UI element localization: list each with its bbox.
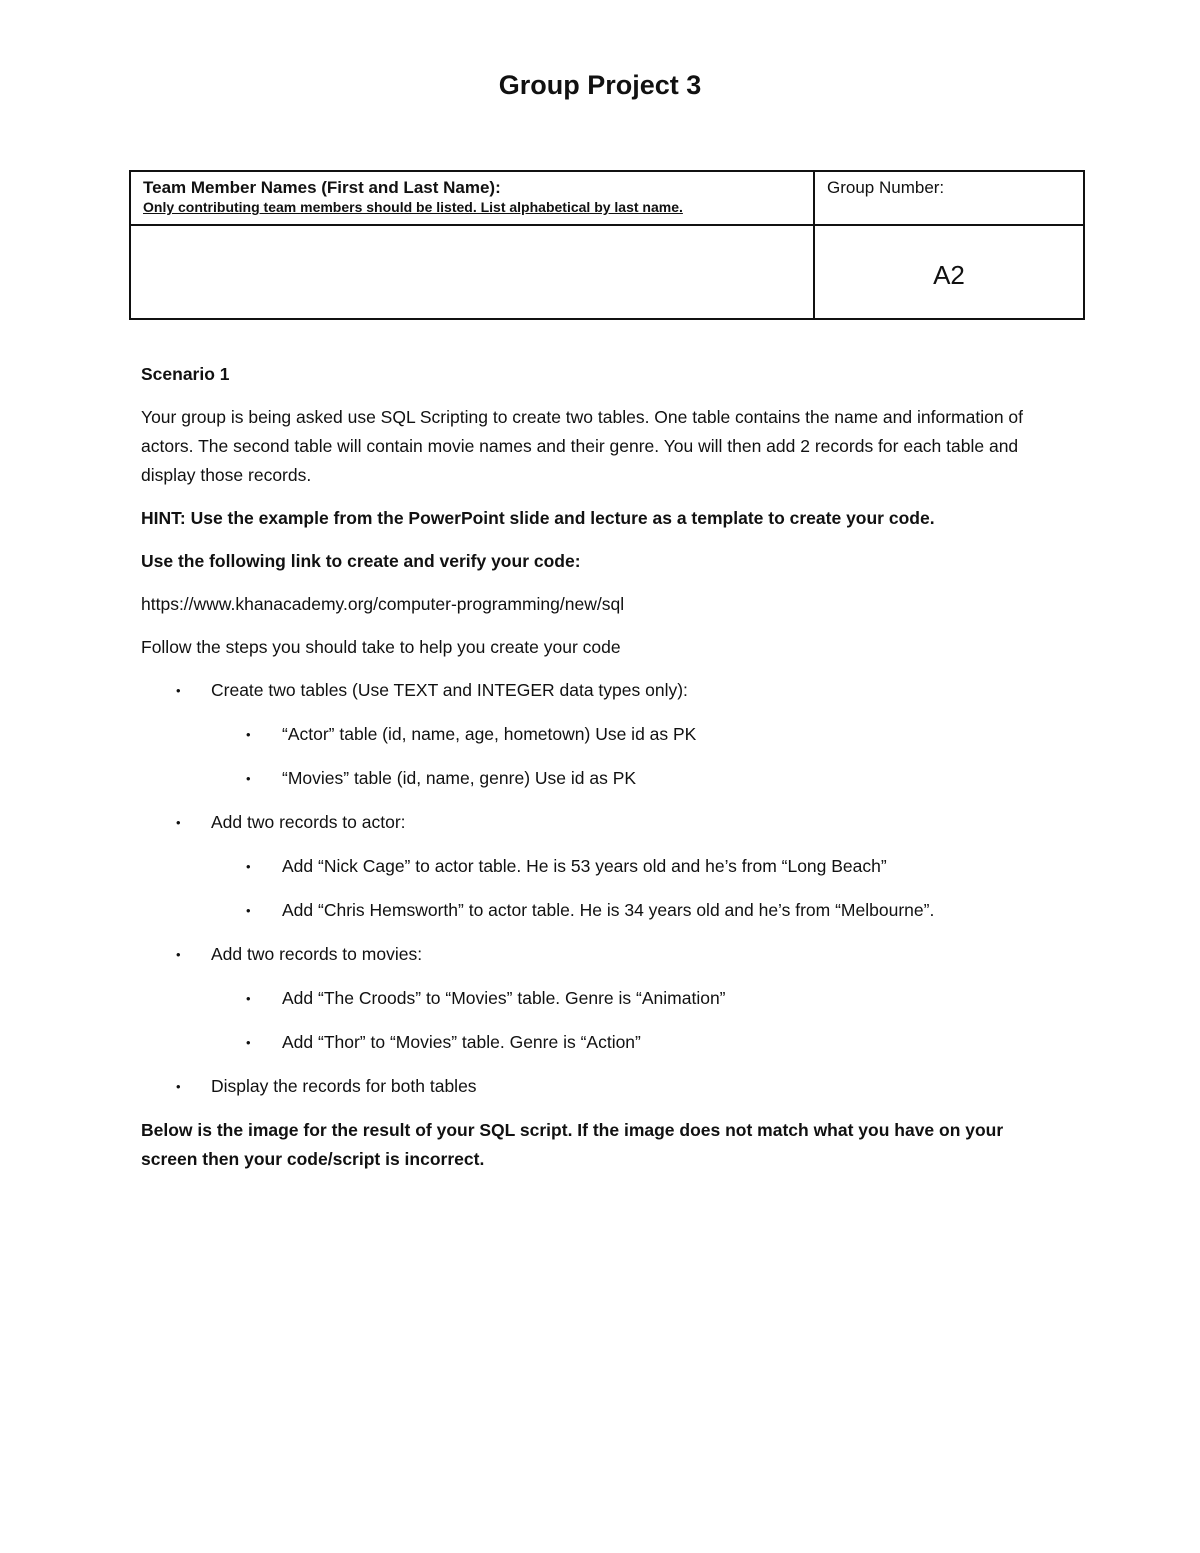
group-number-label: Group Number: [827, 178, 945, 197]
list-item [211, 984, 1061, 1013]
group-number-value-cell [814, 225, 1084, 319]
team-info-table [129, 170, 1085, 320]
group-number-value: A2 [933, 259, 965, 290]
document-title: Group Project 3 [498, 70, 702, 100]
link-label: Use the following link to create and verify your code: [141, 551, 581, 571]
bullet-icon: • [176, 683, 181, 698]
list-item [211, 852, 1061, 881]
list-item [141, 1072, 1061, 1101]
list-item [211, 896, 1061, 925]
sub-step-text: Add “Nick Cage” to actor table. He is 53 years old and he’s from “Long Beach” [282, 856, 887, 876]
scenario-section [141, 360, 1061, 1174]
step-text: Add two records to actor: [211, 812, 406, 832]
group-number-header-cell [814, 171, 1084, 225]
sub-steps-list [211, 852, 1061, 925]
hint-text: HINT: Use the example from the PowerPoint slide and lecture as a template to create your code. [141, 508, 935, 528]
team-names-note: Only contributing team members should be listed. List alphabetical by last name. [143, 199, 683, 215]
list-item [211, 720, 1061, 749]
sub-step-text: Add “Thor” to “Movies” table. Genre is “Action” [282, 1032, 641, 1052]
sub-steps-list [211, 984, 1061, 1057]
step-text: Display the records for both tables [211, 1076, 477, 1096]
sub-steps-list [211, 720, 1061, 793]
sub-step-text: Add “The Croods” to “Movies” table. Genre is “Animation” [282, 988, 726, 1008]
list-item [141, 676, 1061, 793]
step-text: Add two records to movies: [211, 944, 423, 964]
team-names-header-cell [130, 171, 814, 225]
step-text: Create two tables (Use TEXT and INTEGER data types only): [211, 680, 688, 700]
steps-list [141, 676, 1061, 1101]
bullet-icon: • [246, 859, 251, 874]
sub-step-text: Add “Chris Hemsworth” to actor table. He is 34 years old and he’s from “Melbourne”. [282, 900, 935, 920]
team-names-value-cell [130, 225, 814, 319]
bullet-icon: • [176, 815, 181, 830]
closing-note: Below is the image for the result of your SQL script. If the image does not match what you have on your screen then your code/script is incorrect. [141, 1120, 1004, 1169]
khan-academy-link[interactable]: https://www.khanacademy.org/computer-programming/new/sql [141, 594, 625, 614]
bullet-icon: • [176, 1079, 181, 1094]
scenario-heading: Scenario 1 [141, 364, 230, 384]
bullet-icon: • [246, 1035, 251, 1050]
scenario-intro: Your group is being asked use SQL Scripting to create two tables. One table contains the name and information of actors. The second table will contain movie names and their genre. You will then add 2 records for each table and display those records. [141, 407, 1024, 485]
sub-step-text: “Movies” table (id, name, genre) Use id as PK [282, 768, 637, 788]
bullet-icon: • [246, 771, 251, 786]
list-item [211, 764, 1061, 793]
bullet-icon: • [176, 947, 181, 962]
team-names-label: Team Member Names (First and Last Name): [143, 178, 501, 197]
steps-intro: Follow the steps you should take to help you create your code [141, 637, 621, 657]
sub-step-text: “Actor” table (id, name, age, hometown) Use id as PK [282, 724, 697, 744]
bullet-icon: • [246, 727, 251, 742]
list-item [141, 940, 1061, 1057]
bullet-icon: • [246, 903, 251, 918]
list-item [211, 1028, 1061, 1057]
bullet-icon: • [246, 991, 251, 1006]
list-item [141, 808, 1061, 925]
